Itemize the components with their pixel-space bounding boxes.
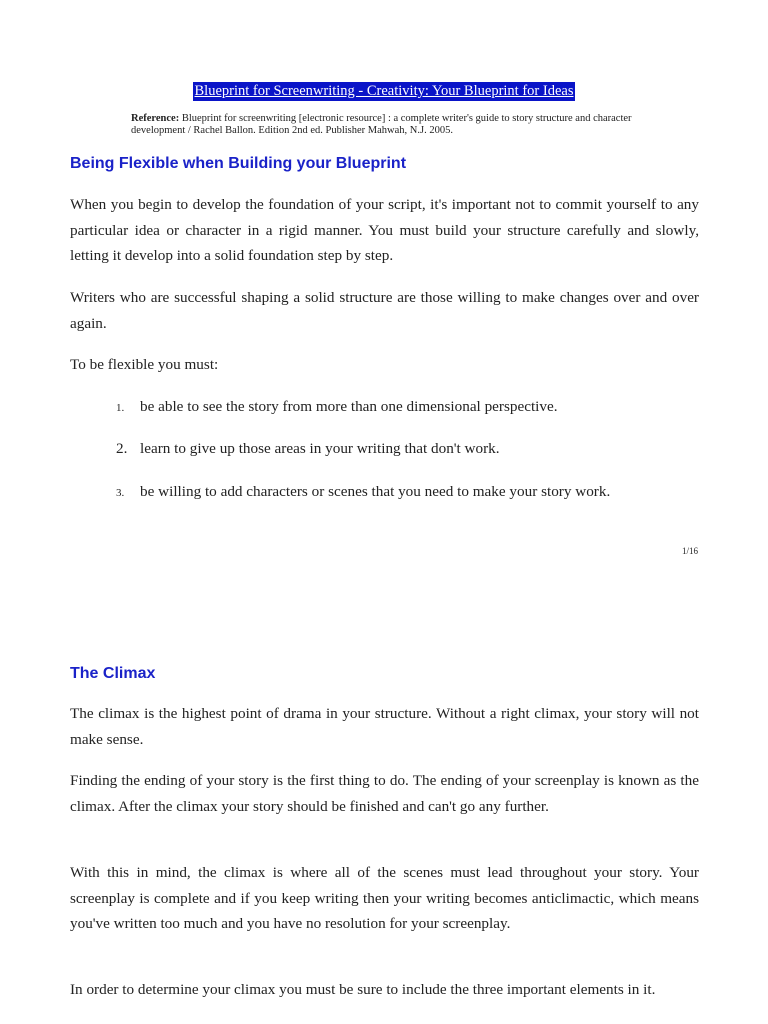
paragraph: In order to determine your climax you must be sure to include the three important elements in it. [70, 981, 656, 998]
list-text: be able to see the story from more than one dimensional perspective. [140, 398, 558, 415]
reference-text: Blueprint for screenwriting [electronic resource] : a complete writer's guide to story structure and character development / Rachel Ballon. Edition 2nd ed. Publisher Mahwah, N.J. 2005. [131, 113, 632, 136]
list-text: be willing to add characters or scenes that you need to make your story work. [140, 483, 611, 500]
section-heading-flexible: Being Flexible when Building your Blueprint [70, 155, 407, 172]
list-item [116, 439, 716, 459]
list-item [116, 397, 716, 418]
paragraph: Finding the ending of your story is the first thing to do. The ending of your screenplay is known as the climax. After the climax your story should be finished and can't go any further. [70, 772, 699, 815]
paragraph: When you begin to develop the foundation of your script, it's important not to commit yourself to any particular idea or character in a rigid manner. You must build your structure carefully and slowly, letting it develop into a solid foundation step by step. [70, 196, 699, 264]
list-text: learn to give up those areas in your writing that don't work. [140, 440, 500, 457]
reference-label: Reference: [131, 113, 180, 124]
list-item [116, 482, 716, 503]
paragraph: Writers who are successful shaping a solid structure are those willing to make changes over and over again. [70, 289, 699, 332]
list-number: 2. [116, 440, 128, 457]
reference-citation [131, 113, 641, 137]
document-title: Blueprint for Screenwriting - Creativity: Your Blueprint for Ideas [194, 83, 574, 99]
list-number: 3. [116, 487, 125, 499]
section-heading-climax: The Climax [70, 665, 156, 682]
paragraph: With this in mind, the climax is where all of the scenes must lead throughout your story. Your screenplay is complete and if you keep writing then your writing becomes anticlimactic, which means you've written too much and you have no resolution for your screenplay. [70, 864, 699, 932]
list-number: 1. [116, 402, 125, 414]
title-bar [0, 82, 768, 101]
paragraph: The climax is the highest point of drama in your structure. Without a right climax, your story will not make sense. [70, 705, 699, 748]
page-number: 1/16 [681, 546, 698, 556]
paragraph: To be flexible you must: [70, 356, 219, 373]
